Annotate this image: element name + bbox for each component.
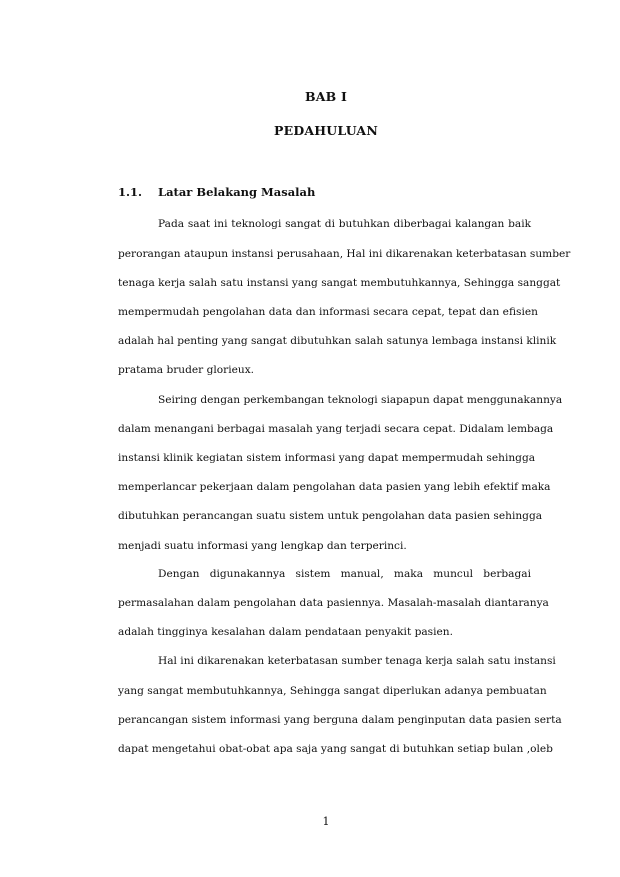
paragraph-line: dalam menangani berbagai masalah yang terjadi secara cepat. Didalam lembaga — [118, 423, 554, 435]
paragraph-line: instansi klinik kegiatan sistem informasi yang dapat mempermudah sehingga — [118, 452, 536, 464]
paragraph-line: adalah tingginya kesalahan dalam pendataan penyakit pasien. — [118, 626, 453, 638]
paragraph-line: yang sangat membutuhkannya, Sehingga sangat diperlukan adanya pembuatan — [118, 685, 547, 697]
paragraph-line: perancangan sistem informasi yang berguna dalam penginputan data pasien serta — [118, 714, 562, 726]
paragraph-line: adalah hal penting yang sangat dibutuhkan salah satunya lembaga instansi klinik — [118, 335, 557, 347]
paragraph-line: memperlancar pekerjaan dalam pengolahan data pasien yang lebih efektif maka — [118, 481, 551, 493]
paragraph-line: Dengan digunakannya sistem manual, maka muncul berbagai — [158, 568, 531, 580]
paragraph-line: mempermudah pengolahan data dan informasi secara cepat, tepat dan efisien — [118, 306, 538, 318]
paragraph-line: Pada saat ini teknologi sangat di butuhkan diberbagai kalangan baik — [158, 218, 531, 230]
paragraph-line: dapat mengetahui obat-obat apa saja yang sangat di butuhkan setiap bulan ,oleb — [118, 743, 553, 755]
paragraph-line: dibutuhkan perancangan suatu sistem untuk pengolahan data pasien sehingga — [118, 510, 543, 522]
page-number: 1 — [322, 815, 330, 828]
paragraph-line: perorangan ataupun instansi perusahaan, Hal ini dikarenakan keterbatasan sumber — [118, 248, 571, 260]
paragraph-line: menjadi suatu informasi yang lengkap dan terperinci. — [118, 540, 407, 552]
section-heading — [118, 185, 315, 199]
paragraph-line: permasalahan dalam pengolahan data pasiennya. Masalah-masalah diantaranya — [118, 597, 549, 609]
chapter-number: BAB I — [304, 89, 348, 104]
paragraph-line: Seiring dengan perkembangan teknologi siapapun dapat menggunakannya — [158, 394, 563, 406]
paragraph-line: Hal ini dikarenakan keterbatasan sumber tenaga kerja salah satu instansi — [158, 655, 556, 667]
chapter-title: PEDAHULUAN — [274, 123, 378, 138]
paragraph-line: pratama bruder glorieux. — [118, 364, 255, 376]
paragraph-line: tenaga kerja salah satu instansi yang sangat membutuhkannya, Sehingga sanggat — [118, 277, 561, 289]
section-number: 1.1. — [118, 185, 143, 199]
section-title: Latar Belakang Masalah — [158, 185, 316, 199]
